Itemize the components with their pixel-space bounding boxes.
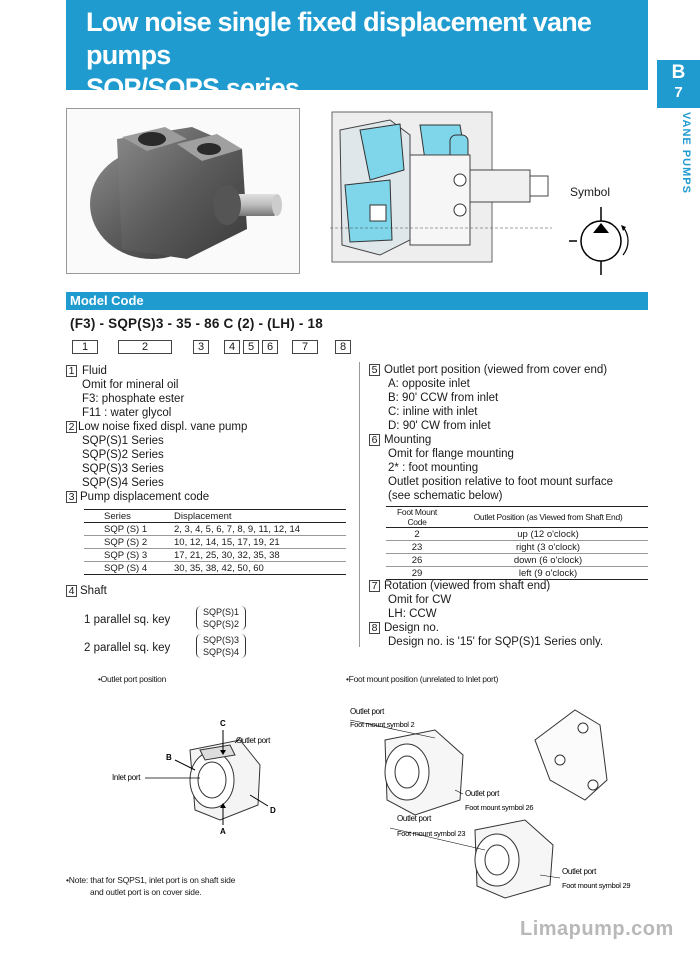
mounting-option: (see schematic below) [388,490,503,502]
table-row [84,536,346,549]
table-row [84,549,346,562]
table-cell: 10, 12, 14, 15, 17, 19, 21 [170,536,346,549]
letter-a: A [220,827,226,836]
shaft-option-2: 2 parallel sq. key [84,642,171,654]
foot-mount-diagram [345,700,665,900]
note-line-1: •Note: that for SQPS1, inlet port is on shaft side [66,875,236,885]
foot-diagram-caption: •Foot mount position (unrelated to Inlet port) [346,674,499,684]
table-row [386,554,648,567]
rotation-title: Rotation (viewed from shaft end) [384,580,551,592]
table-cell: 2 [386,528,448,541]
code-box-7: 7 [292,340,318,354]
outlet-position-diagram [100,710,300,840]
foot-label-symbol: Foot mount symbol 2 [350,720,415,729]
mounting-option: Outlet position relative to foot mount surface [388,476,614,488]
design-note: Design no. is '15' for SQP(S)1 Series only. [388,636,604,648]
fluid-option: F11 : water glycol [82,407,172,419]
code-box-2: 2 [118,340,172,354]
hydraulic-symbol [565,205,637,277]
item-number-7: 7 [369,580,380,592]
page-title [86,6,646,105]
table-cell: SQP (S) 2 [84,536,170,549]
foot-label-port: Outlet port [397,814,432,823]
site-watermark: Limapump.com [520,918,674,940]
pump-series: SQP(S)4 Series [82,477,164,489]
mounting-option: 2* : foot mounting [388,462,479,474]
table-header: Outlet Position (as Viewed from Shaft End) [448,507,648,528]
section-side-label: VANE PUMPS [680,112,692,194]
foot-label-port: Outlet port [562,867,597,876]
code-box-6: 6 [262,340,278,354]
outlet-title: Outlet port position (viewed from cover end) [384,364,608,376]
title-line-1: Low noise single fixed displacement vane pumps [86,7,592,70]
table-row [386,541,648,554]
fluid-option: F3: phosphate ester [82,393,185,405]
column-divider [359,362,360,647]
code-box-8: 8 [335,340,351,354]
outlet-option: C: inline with inlet [388,406,478,418]
foot-label-symbol: Foot mount symbol 29 [562,881,631,890]
section-letter: B [671,62,686,83]
series-name: SQP(S)3 [203,635,240,645]
outlet-option: A: opposite inlet [388,378,470,390]
letter-d: D [270,806,276,815]
letter-b: B [166,753,172,762]
title-line-2: SQP/SQPS series [86,73,300,103]
table-header: Foot Mount Code [386,507,448,528]
item-number-5: 5 [369,364,380,376]
pump-photo-illustration [67,109,299,273]
pump-title: Low noise fixed displ. vane pump [78,421,248,433]
shaft-option-2-series [196,634,246,658]
series-name: SQP(S)2 [203,619,240,629]
shaft-option-1-series [196,606,246,630]
shaft-option-1: 1 parallel sq. key [84,614,171,626]
pump-series: SQP(S)2 Series [82,449,164,461]
fluid-title: Fluid [82,365,107,377]
item-number-6: 6 [369,434,380,446]
foot-label-port: Outlet port [465,789,500,798]
mounting-title: Mounting [384,434,432,446]
shaft-title: Shaft [80,585,107,597]
outlet-diagram-caption: •Outlet port position [98,674,167,684]
displacement-table [84,509,346,575]
item-number-3: 3 [66,491,77,503]
note-line-2: and outlet port is on cover side. [90,887,202,897]
rotation-option: Omit for CW [388,594,452,606]
pump-series: SQP(S)1 Series [82,435,164,447]
item-number-4: 4 [66,585,77,597]
model-code-heading: Model Code [66,292,648,310]
item-number-1: 1 [66,365,77,377]
table-cell: 30, 35, 38, 42, 50, 60 [170,562,346,575]
code-box-3: 3 [193,340,209,354]
foot-label-port: Outlet port [350,707,385,716]
inlet-port-label: Inlet port [112,773,141,782]
table-row [386,567,648,580]
pump-cross-section [330,110,552,270]
table-row [84,523,346,536]
code-box-4: 4 [224,340,240,354]
table-cell: 2, 3, 4, 5, 6, 7, 8, 9, 11, 12, 14 [170,523,346,536]
pump-photo [66,108,300,274]
model-code-example: (F3) - SQP(S)3 - 35 - 86 C (2) - (LH) - 18 [70,316,323,331]
fluid-option: Omit for mineral oil [82,379,179,391]
foot-mount-table [386,506,648,580]
item-number-2: 2 [66,421,77,433]
table-cell: 17, 21, 25, 30, 32, 35, 38 [170,549,346,562]
foot-label-symbol: Foot mount symbol 26 [465,803,534,812]
outlet-option: B: 90' CCW from inlet [388,392,499,404]
table-cell: up (12 o'clock) [448,528,648,541]
table-cell: 23 [386,541,448,554]
table-cell: 26 [386,554,448,567]
table-row [84,562,346,575]
mounting-option: Omit for flange mounting [388,448,514,460]
displacement-title: Pump displacement code [80,491,210,503]
shaft-side-note [66,874,235,898]
item-number-8: 8 [369,622,380,634]
table-cell: SQP (S) 1 [84,523,170,536]
table-cell: left (9 o'clock) [448,567,648,580]
series-name: SQP(S)4 [203,647,240,657]
table-header: Series [84,510,170,523]
outlet-port-label: Outlet port [236,736,271,745]
design-title: Design no. [384,622,439,634]
symbol-label: Symbol [570,185,611,199]
rotation-option: LH: CCW [388,608,437,620]
pump-series: SQP(S)3 Series [82,463,164,475]
outlet-option: D: 90' CW from inlet [388,420,491,432]
series-name: SQP(S)1 [203,607,240,617]
letter-c: C [220,719,226,728]
table-row [386,528,648,541]
table-header: Displacement [170,510,346,523]
table-cell: 29 [386,567,448,580]
code-box-1: 1 [72,340,98,354]
foot-label-symbol: Foot mount symbol 23 [397,829,466,838]
section-number: 7 [674,84,683,101]
table-cell: SQP (S) 4 [84,562,170,575]
table-cell: right (3 o'clock) [448,541,648,554]
section-tab [657,60,700,108]
code-box-5: 5 [243,340,259,354]
table-cell: SQP (S) 3 [84,549,170,562]
table-cell: down (6 o'clock) [448,554,648,567]
